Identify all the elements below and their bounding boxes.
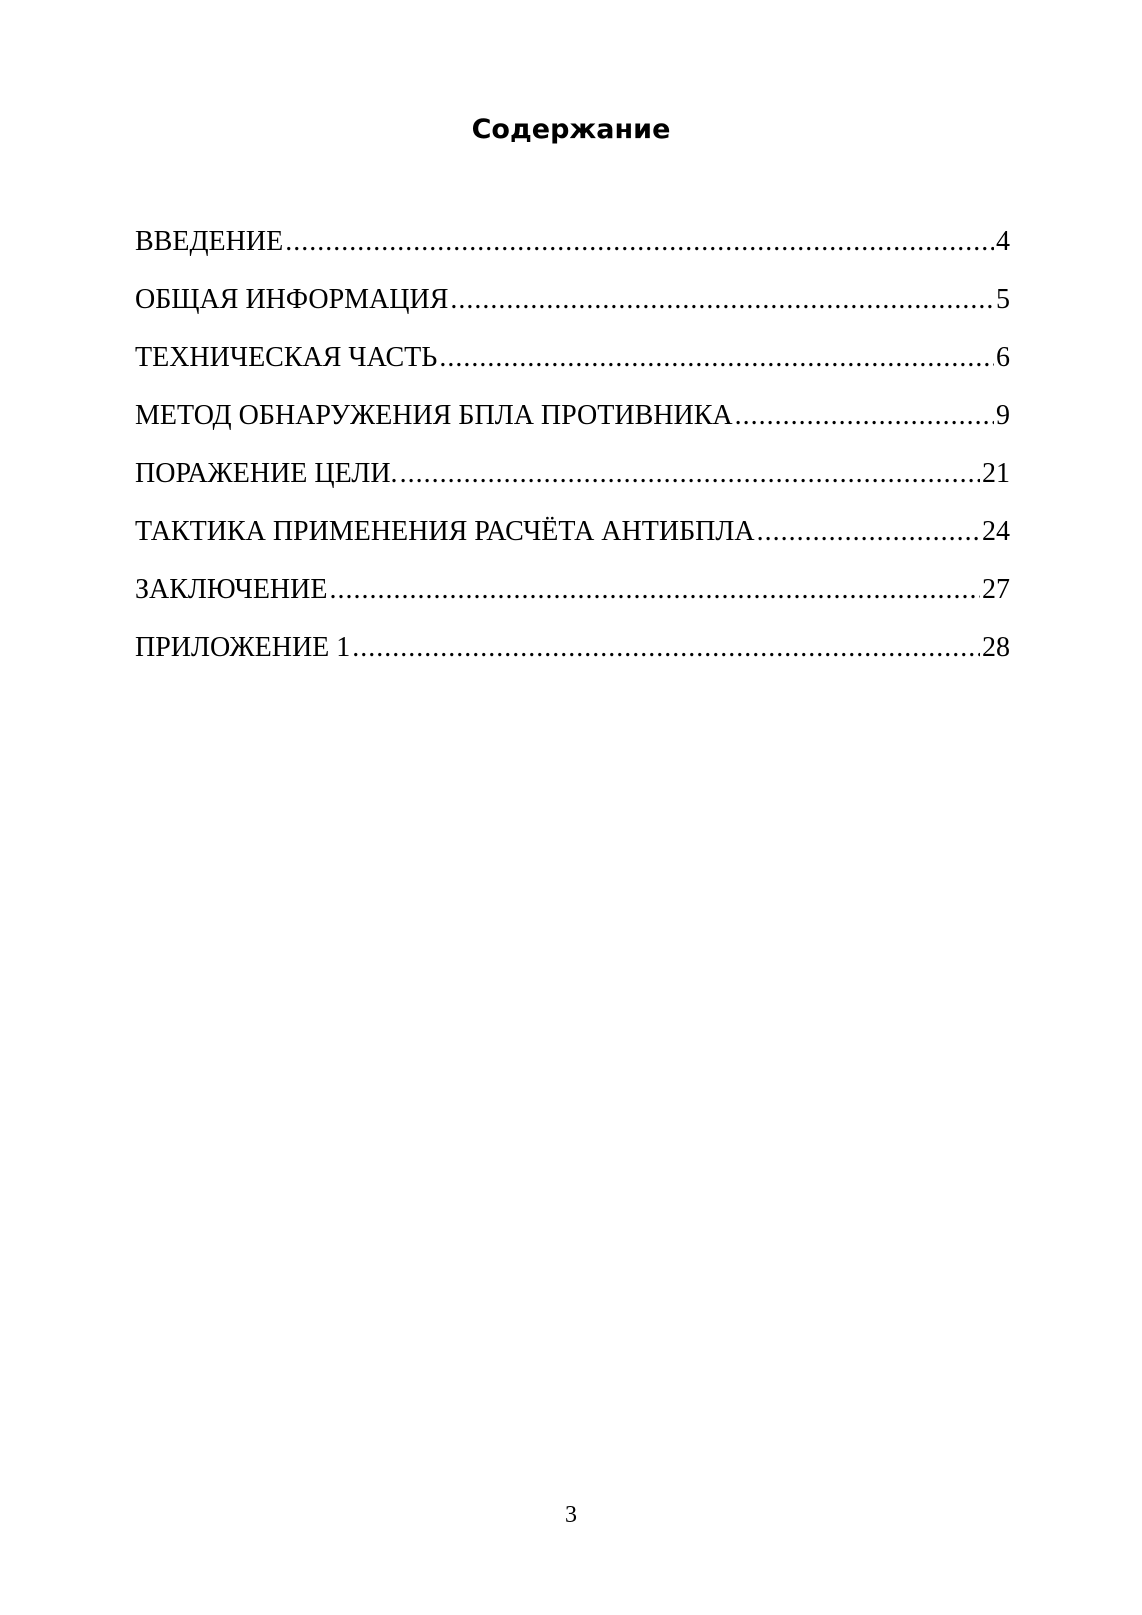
toc-entry-page: 9 bbox=[996, 400, 1010, 431]
dot-leader bbox=[329, 570, 980, 610]
page-number: 3 bbox=[565, 1502, 577, 1528]
toc-entry-page: 27 bbox=[982, 574, 1010, 605]
toc-entry-page: 6 bbox=[996, 342, 1010, 373]
dot-leader bbox=[757, 512, 980, 552]
dot-leader bbox=[285, 222, 994, 262]
toc-entry-label: ПОРАЖЕНИЕ ЦЕЛИ. bbox=[135, 458, 398, 489]
toc-entry-appendix-1[interactable] bbox=[135, 628, 1010, 686]
toc-entry-label: ПРИЛОЖЕНИЕ 1 bbox=[135, 632, 351, 663]
toc-entry-label: ЗАКЛЮЧЕНИЕ bbox=[135, 574, 328, 605]
dot-leader bbox=[439, 338, 994, 378]
dot-leader bbox=[735, 396, 994, 436]
toc-entry-tactics[interactable] bbox=[135, 512, 1010, 570]
toc-entry-technical-part[interactable] bbox=[135, 338, 1010, 396]
toc-entry-label: ВВЕДЕНИЕ bbox=[135, 226, 284, 257]
toc-entry-label: ТЕХНИЧЕСКАЯ ЧАСТЬ bbox=[135, 342, 438, 373]
toc-entry-label: МЕТОД ОБНАРУЖЕНИЯ БПЛА ПРОТИВНИКА bbox=[135, 400, 733, 431]
toc-title: Содержание bbox=[471, 114, 671, 145]
dot-leader bbox=[450, 280, 994, 320]
toc-entry-page: 4 bbox=[996, 226, 1010, 257]
toc-entry-page: 28 bbox=[982, 632, 1010, 663]
toc-entry-detection-method[interactable] bbox=[135, 396, 1010, 454]
dot-leader bbox=[400, 454, 980, 494]
toc-entry-label: ОБЩАЯ ИНФОРМАЦИЯ bbox=[135, 284, 449, 315]
toc-entry-page: 24 bbox=[982, 516, 1010, 547]
toc-entry-page: 21 bbox=[982, 458, 1010, 489]
toc-entry-general-info[interactable] bbox=[135, 280, 1010, 338]
dot-leader bbox=[352, 628, 980, 668]
toc-entry-page: 5 bbox=[996, 284, 1010, 315]
toc-entry-introduction[interactable] bbox=[135, 222, 1010, 280]
toc-entry-conclusion[interactable] bbox=[135, 570, 1010, 628]
toc-list bbox=[135, 222, 1010, 686]
toc-entry-target-engagement[interactable] bbox=[135, 454, 1010, 512]
toc-entry-label: ТАКТИКА ПРИМЕНЕНИЯ РАСЧЁТА АНТИБПЛА bbox=[135, 516, 755, 547]
